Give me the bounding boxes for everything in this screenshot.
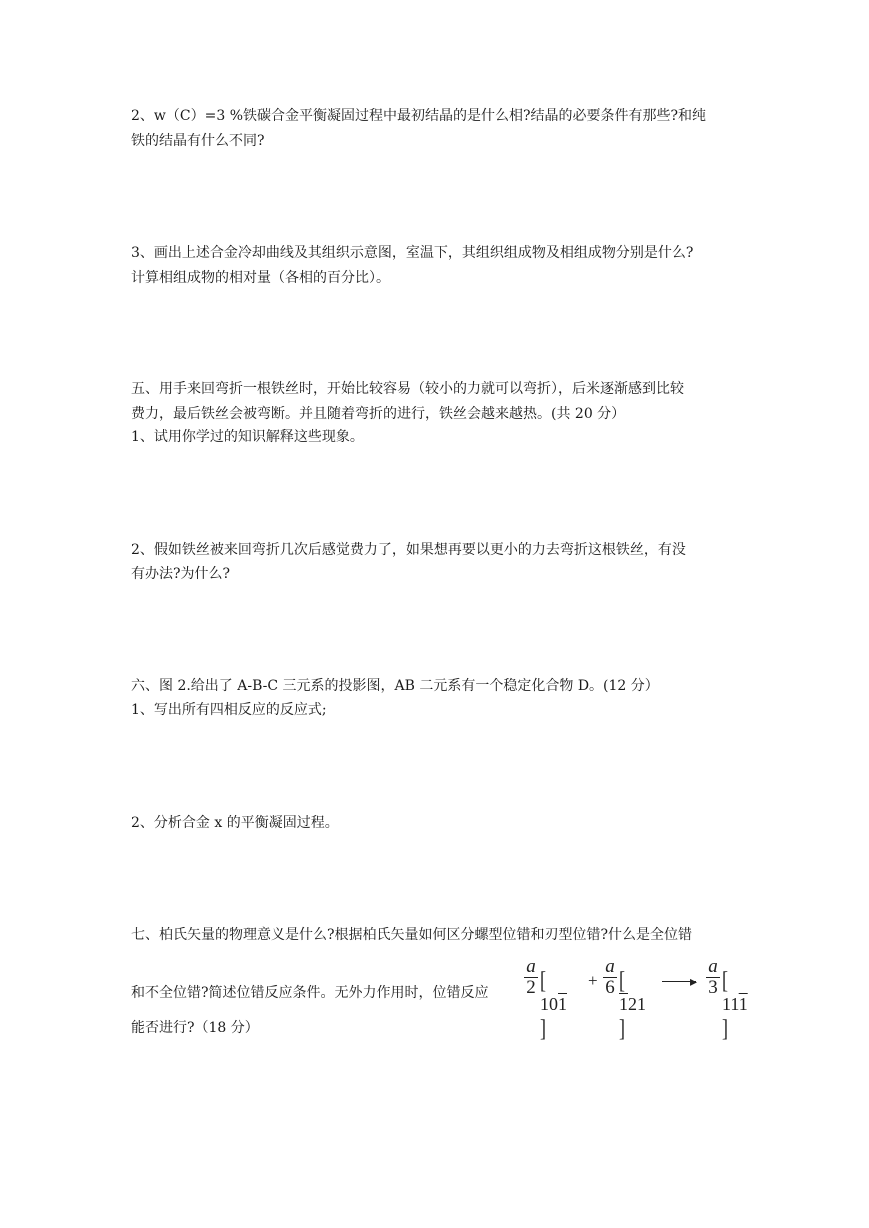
section5-line-1: 五、用手来回弯折一根铁丝时，开始比较容易（较小的力就可以弯折），后米逐渐感到比较	[131, 381, 684, 397]
miller-index-1: [101]	[540, 966, 567, 1042]
section5-q2-line-1: 2、假如铁丝被来回弯折几次后感觉费力了，如果想再要以更小的力去弯折这根铁丝，有没	[131, 542, 686, 558]
q2-line-1: 2、w（C）=3 %铁碳合金平衡凝固过程中最初结晶的是什么相?结晶的必要条件有那些?和纯	[131, 108, 707, 124]
miller-index-2: [121]	[619, 966, 646, 1042]
section5-line-2: 费力，最后铁丝会被弯断。并且随着弯折的进行，铁丝会越来越热。(共 20 分）	[131, 406, 626, 422]
q2-line-2: 铁的结晶有什么不同?	[131, 133, 265, 149]
section6-q1: 1、写出所有四相反应的反应式;	[131, 702, 327, 718]
section5-q1: 1、试用你学过的知识解释这些现象。	[131, 429, 364, 445]
miller-index-3: [111]	[722, 966, 748, 1042]
arrow-head-icon: ▸	[690, 975, 698, 990]
q3-line-1: 3、画出上述合金冷却曲线及其组织示意图，室温下，其组织组成物及相组成物分别是什么?	[131, 245, 694, 261]
fraction-a-over-2: a 2	[524, 958, 538, 997]
section7-line-3: 能否进行?（18 分）	[131, 1020, 259, 1036]
plus-sign: +	[588, 971, 598, 990]
fraction-a-over-3: a 3	[706, 958, 720, 997]
q3-line-2: 计算相组成物的相对量（各相的百分比）。	[131, 270, 390, 286]
section5-q2-line-2: 有办法?为什么?	[131, 566, 231, 582]
section6-q2: 2、分析合金 x 的平衡凝固过程。	[131, 815, 339, 831]
section6-heading: 六、图 2.给出了 A-B-C 三元系的投影图，AB 二元系有一个稳定化合物 D。(12 分）	[131, 678, 659, 694]
section7-line-2: 和不全位错?简述位错反应条件。无外力作用时，位错反应	[131, 985, 489, 1001]
fraction-a-over-6: a 6	[603, 958, 617, 997]
section7-line-1: 七、柏氏矢量的物理意义是什么?根据柏氏矢量如何区分螺型位错和刃型位错?什么是全位错	[131, 927, 693, 943]
